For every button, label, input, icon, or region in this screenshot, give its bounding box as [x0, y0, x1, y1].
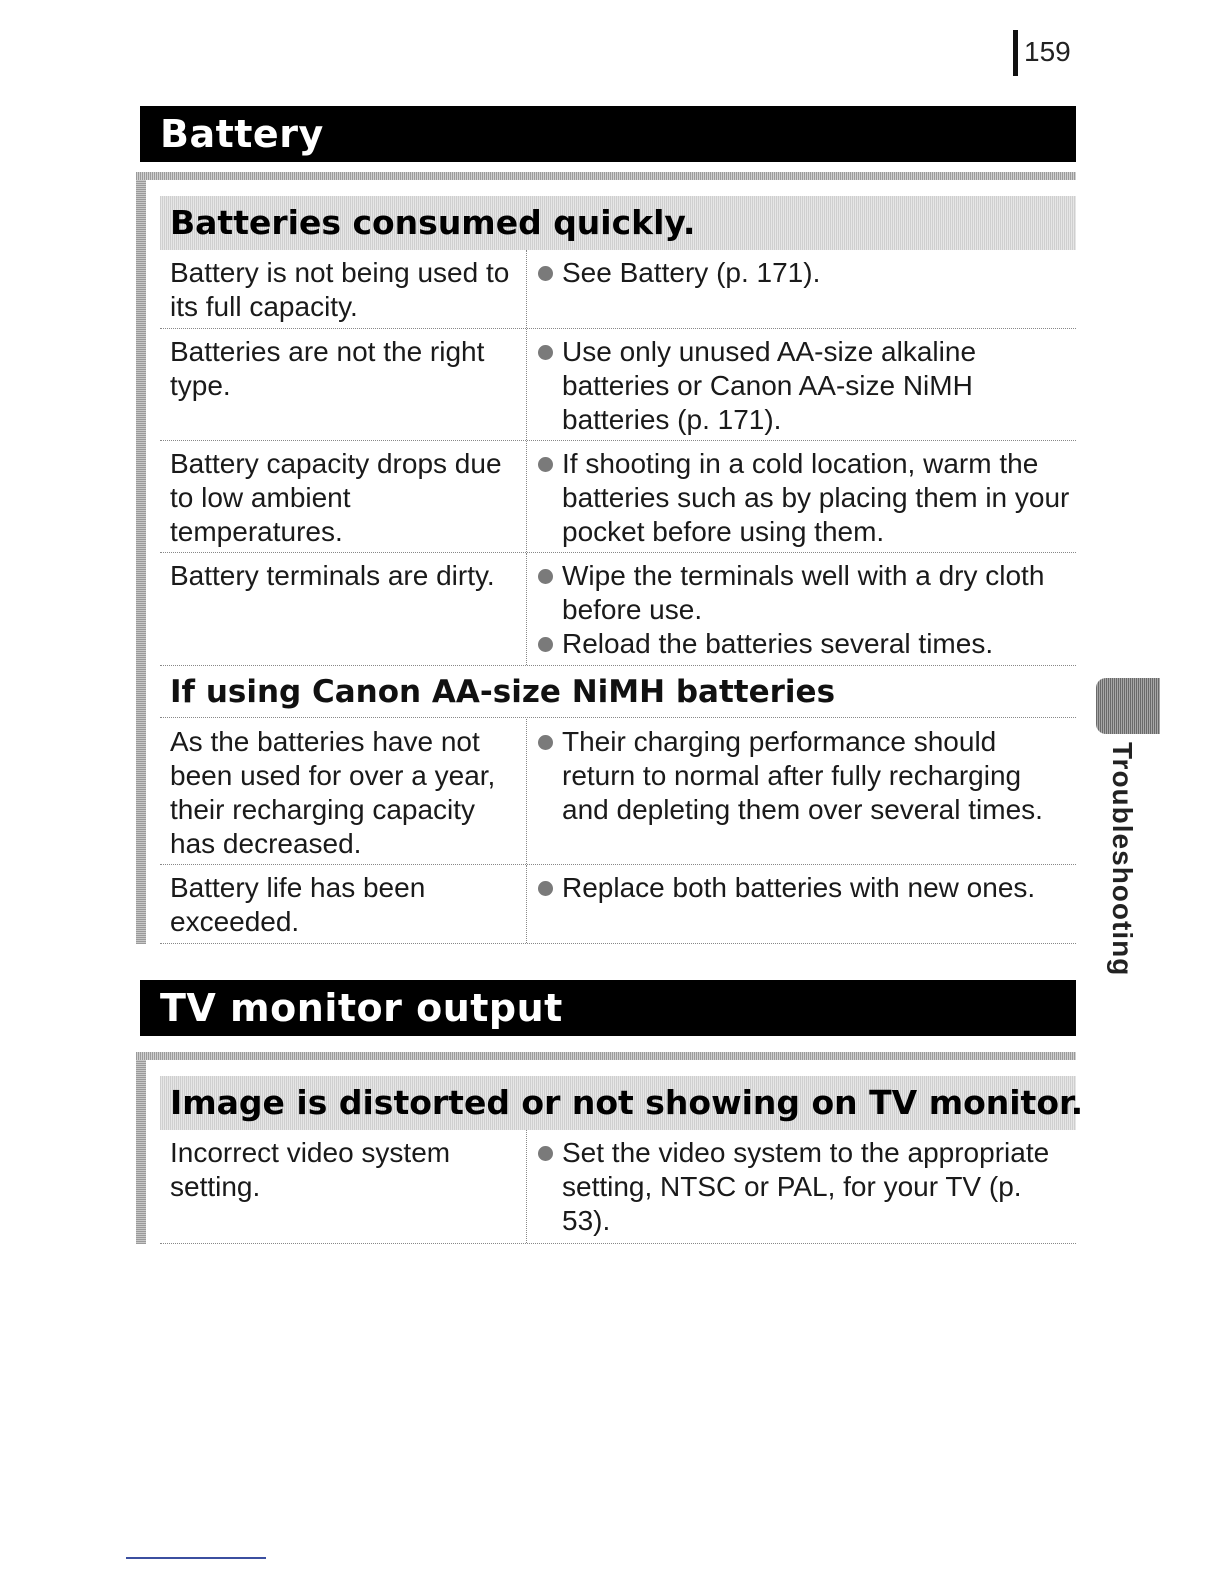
page-number: 159: [1024, 36, 1071, 67]
bullet-icon: [538, 881, 553, 896]
solution-item: [536, 335, 1072, 437]
solutions: [536, 447, 1072, 549]
solutions: [536, 256, 1072, 290]
block-left-rule: [136, 172, 146, 944]
section-title-battery: Battery: [140, 106, 1076, 162]
solutions: [536, 559, 1072, 661]
bullet-icon: [538, 266, 553, 281]
table-row: [160, 719, 1076, 865]
solution-text: Replace both batteries with new ones.: [562, 872, 1036, 903]
page-number-rule: [1013, 30, 1018, 76]
table-row: [160, 329, 1076, 441]
solution-item: [536, 725, 1072, 827]
solutions: [536, 871, 1072, 905]
solution-item: [536, 627, 1072, 661]
bullet-icon: [538, 1146, 553, 1161]
column-divider: [526, 250, 527, 328]
solution-item: [536, 447, 1072, 549]
cause-text: Battery capacity drops due to low ambient temperatures.: [170, 448, 502, 547]
solution-text: Set the video system to the appropriate setting, NTSC or PAL, for your TV (p. 53).: [562, 1137, 1050, 1236]
table-row: [160, 1130, 1076, 1244]
solution-item: [536, 871, 1072, 905]
cause-text: Battery terminals are dirty.: [170, 560, 495, 591]
table-row: [160, 441, 1076, 553]
solution-text: If shooting in a cold location, warm the batteries such as by placing them in your pocket before using them.: [562, 448, 1070, 547]
column-divider: [526, 719, 527, 864]
cause-text: Incorrect video system setting.: [170, 1137, 451, 1202]
solution-text: See Battery (p. 171).: [562, 257, 821, 288]
solutions: [536, 335, 1072, 437]
subheading: If using Canon AA-size NiMH batteries: [160, 666, 1076, 718]
column-divider: [526, 865, 527, 943]
cause-text: Battery is not being used to its full capacity.: [170, 257, 510, 322]
column-divider: [526, 441, 527, 552]
problem-heading: Image is distorted or not showing on TV monitor.: [160, 1076, 1076, 1130]
bullet-icon: [538, 457, 553, 472]
column-divider: [526, 329, 527, 440]
solutions: [536, 1136, 1072, 1238]
solution-item: [536, 559, 1072, 627]
bullet-icon: [538, 345, 553, 360]
solution-item: [536, 1136, 1072, 1238]
solution-text: Their charging performance should return to normal after fully recharging and depleting them over several times.: [562, 726, 1043, 825]
problem-heading: Batteries consumed quickly.: [160, 196, 1076, 250]
solution-text: Wipe the terminals well with a dry cloth before use.: [562, 560, 1045, 625]
solution-text: Use only unused AA-size alkaline batteries or Canon AA-size NiMH batteries (p. 171).: [562, 336, 977, 435]
tv-problem-block: [136, 1052, 1084, 1244]
cause-text: As the batteries have not been used for over a year, their recharging capacity has decreased.: [170, 726, 496, 859]
footer-rule: [126, 1557, 266, 1559]
cause-text: Battery life has been exceeded.: [170, 872, 426, 937]
battery-problem-block: [136, 172, 1076, 944]
chapter-tab: [1096, 678, 1160, 734]
cause-text: Batteries are not the right type.: [170, 336, 485, 401]
chapter-tab-label: Troubleshooting: [1107, 742, 1138, 977]
bullet-icon: [538, 735, 553, 750]
block-top-rule: [136, 1052, 1076, 1060]
solutions: [536, 725, 1072, 827]
table-row: [160, 250, 1076, 329]
table-row: [160, 865, 1076, 944]
block-top-rule: [136, 172, 1076, 180]
bullet-icon: [538, 569, 553, 584]
column-divider: [526, 553, 527, 665]
column-divider: [526, 1130, 527, 1243]
solution-item: [536, 256, 1072, 290]
section-title-tv-monitor-output: TV monitor output: [140, 980, 1076, 1036]
bullet-icon: [538, 637, 553, 652]
solution-text: Reload the batteries several times.: [562, 628, 994, 659]
table-row: [160, 553, 1076, 666]
block-left-rule: [136, 1052, 146, 1244]
